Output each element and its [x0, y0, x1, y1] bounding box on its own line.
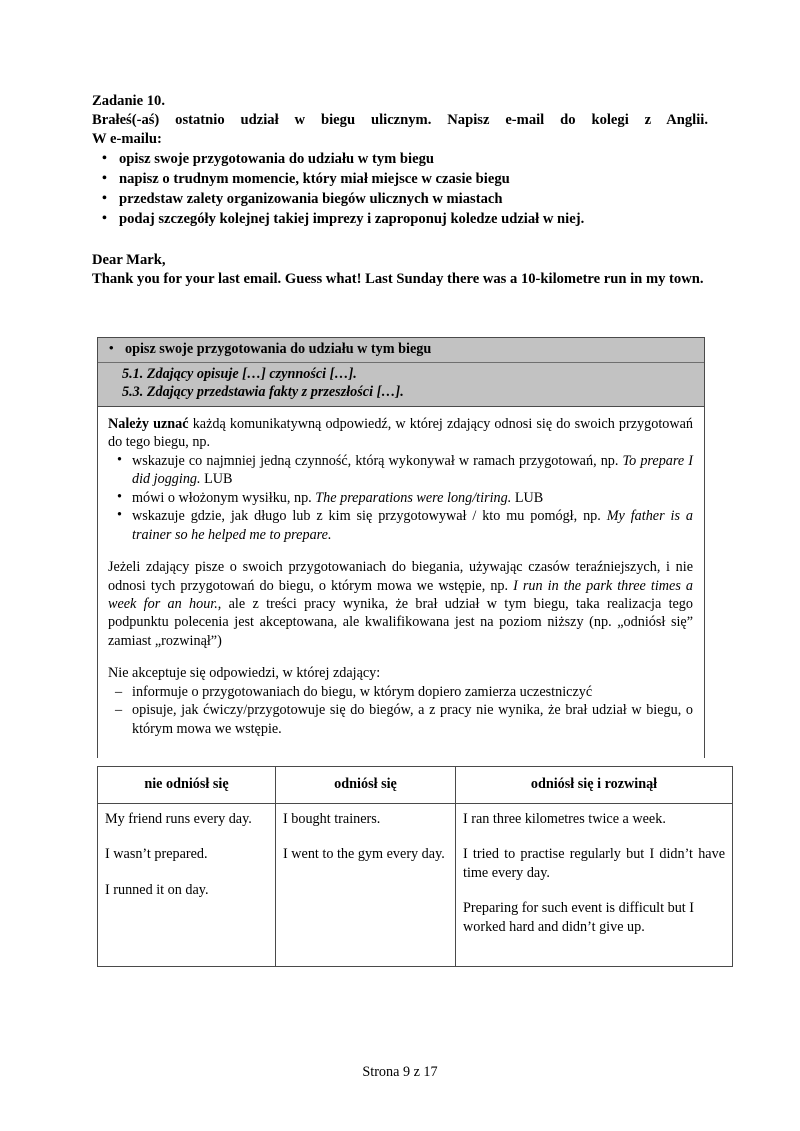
criteria-code-line: 5.3. Zdający przedstawia fakty z przeszłości […].	[122, 384, 404, 401]
item-text-plain: wskazuje co najmniej jedną czynność, którą wykonywał w ramach przygotowań, np.	[132, 452, 623, 469]
spacer	[463, 882, 725, 899]
note-part-2: , ale z treści pracy wynika, że brał udział w tym biegu, taka realizacja tego podpunktu polecenia jest akceptowana, ale kwalifikowana jest na poziom niższy (np. „odniósł się” zamiast „rozwinął”)	[108, 596, 693, 649]
accept-item-list	[108, 452, 693, 544]
spacer	[463, 828, 725, 845]
note-italic-example: I run in the park three times a week for an hour.	[108, 577, 693, 613]
list-item: – informuje o przygotowaniach do biegu, w którym dopiero zamierza uczestniczyć	[108, 683, 693, 701]
example-text: I wasn’t prepared.	[105, 846, 208, 863]
email-sample	[92, 251, 708, 289]
reject-lead: Nie akceptuje się odpowiedzi, w której zdający:	[108, 665, 381, 682]
list-item: – opisuje, jak ćwiczy/przygotowuje się do biegów, a z pracy nie wynika, że brał udział w biegu, o którym mowa we wstępie.	[108, 701, 693, 738]
task-heading-block	[92, 92, 708, 288]
spacer	[105, 828, 268, 845]
note-part-1: Jeżeli zdający pisze o swoich przygotowaniach do biegania, używając czasów teraźniejszych, i nie odnosi tych przygotowań do biegu, o którym mowa we wstępie, np.	[108, 559, 693, 594]
list-item: • przedstaw zalety organizowania biegów ulicznych w miastach	[92, 190, 708, 210]
page-number-label: Strona 9 z 17	[362, 1064, 438, 1080]
table-cell-column-3	[456, 804, 733, 967]
list-item	[108, 507, 693, 544]
item-text-italic: My father is a trainer so he helped me to prepare.	[132, 508, 693, 543]
example-text: My friend runs every day.	[105, 811, 252, 828]
accept-lead	[108, 415, 693, 452]
spacer	[105, 864, 268, 881]
task-number: Zadanie 10.	[92, 93, 165, 109]
spacer	[108, 650, 693, 664]
item-text-suffix: LUB	[200, 471, 233, 488]
example-text: I ran three kilometres twice a week.	[463, 811, 666, 828]
item-text-italic: To prepare I did jogging.	[132, 452, 693, 488]
task-bullet-list	[92, 150, 708, 230]
list-item: • podaj szczegóły kolejnej takiej imprezy i zaproponuj koledze udział w niej.	[92, 210, 708, 230]
spacer	[108, 738, 693, 748]
examples-table-body	[98, 804, 733, 967]
example-text: I bought trainers.	[283, 811, 381, 828]
list-item: • napisz o trudnym momencie, który miał miejsce w czasie biegu	[92, 170, 708, 190]
email-body: Thank you for your last email. Guess what! Last Sunday there was a 10-kilometre run in my town.	[92, 270, 704, 287]
spacer	[108, 544, 693, 558]
table-header-row	[98, 767, 733, 804]
list-item	[108, 489, 693, 507]
item-text-plain: wskazuje gdzie, jak długo lub z kim się przygotowywał / kto mu pomógł, np.	[132, 508, 607, 525]
accept-lead-emphasis: Należy uznać	[108, 415, 189, 432]
examples-table-head	[98, 767, 733, 804]
accept-lead-rest: każdą komunikatywną odpowiedź, w której zdający odnosi się do swoich przygotowań do tego biegu, np.	[108, 415, 693, 451]
criteria-header-bullet: • opisz swoje przygotowania do udziału w tym biegu	[98, 338, 704, 363]
task-prompt-line-1: Brałeś(-aś) ostatnio udział w biegu ulicznym. Napisz e-mail do kolegi z Anglii.	[92, 111, 708, 128]
item-text-plain: mówi o włożonym wysiłku, np.	[132, 489, 316, 506]
table-cell-column-2	[276, 804, 456, 967]
item-text-suffix: LUB	[511, 489, 544, 506]
page-footer	[0, 1064, 800, 1081]
criteria-header	[98, 338, 704, 407]
criteria-body	[98, 407, 704, 758]
item-text-italic: The preparations were long/tiring.	[315, 489, 512, 506]
criteria-header-codes	[98, 363, 704, 406]
column-header-odniosl-sie: odniósł się	[276, 767, 456, 804]
task-prompt-line-2: W e-mailu:	[92, 130, 162, 147]
task-prompt	[92, 92, 708, 149]
table-row	[98, 804, 733, 967]
email-greeting: Dear Mark,	[92, 251, 166, 268]
example-text: I went to the gym every day.	[283, 846, 445, 863]
column-header-odniosl-sie-i-rozwinal: odniósł się i rozwinął	[456, 767, 733, 804]
example-text: I tried to practise regularly but I didn’t have time every day.	[463, 846, 725, 881]
list-item: • opisz swoje przygotowania do udziału w tym biegu	[92, 150, 708, 170]
criteria-box	[97, 337, 705, 758]
table-cell-column-1	[98, 804, 276, 967]
column-header-nie-odniosl-sie: nie odniósł się	[98, 767, 276, 804]
examples-table	[97, 766, 733, 967]
reject-item-list	[108, 683, 693, 738]
criteria-note	[108, 558, 693, 650]
spacer	[283, 828, 448, 845]
example-text: Preparing for such event is difficult but I worked hard and didn’t give up.	[463, 900, 695, 935]
criteria-code-line: 5.1. Zdający opisuje […] czynności […].	[122, 366, 357, 383]
example-text: I runned it on day.	[105, 881, 209, 898]
list-item	[108, 452, 693, 489]
